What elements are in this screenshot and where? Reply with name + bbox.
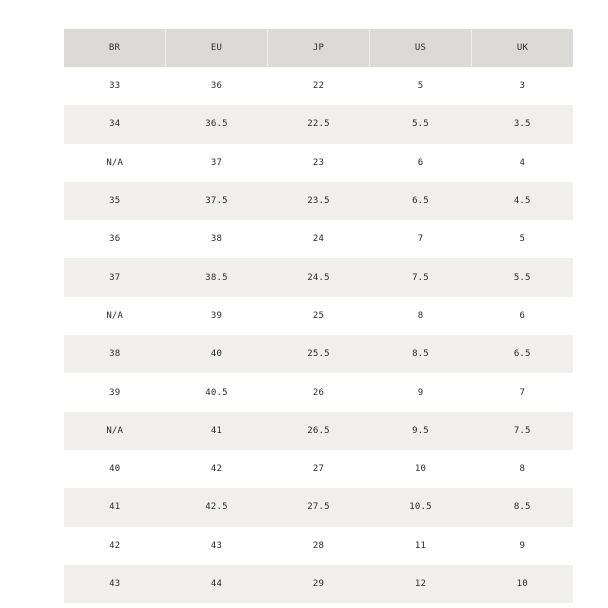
cell-jp: 22 bbox=[268, 67, 370, 105]
cell-jp: 26.5 bbox=[268, 412, 370, 450]
column-header-uk: UK bbox=[472, 29, 574, 67]
cell-uk: 6.5 bbox=[472, 335, 574, 373]
table-row bbox=[64, 67, 573, 105]
cell-jp: 23 bbox=[268, 144, 370, 182]
cell-jp: 26 bbox=[268, 373, 370, 411]
cell-uk: 7 bbox=[472, 373, 574, 411]
table-row bbox=[64, 565, 573, 603]
cell-eu: 41 bbox=[166, 412, 268, 450]
cell-us: 6 bbox=[370, 144, 472, 182]
cell-br: N/A bbox=[64, 412, 166, 450]
table-row bbox=[64, 182, 573, 220]
cell-br: 33 bbox=[64, 67, 166, 105]
cell-jp: 24 bbox=[268, 220, 370, 258]
cell-jp: 27.5 bbox=[268, 488, 370, 526]
table-row bbox=[64, 258, 573, 296]
table-row bbox=[64, 220, 573, 258]
cell-us: 10.5 bbox=[370, 488, 472, 526]
cell-eu: 38 bbox=[166, 220, 268, 258]
cell-uk: 8 bbox=[472, 450, 574, 488]
cell-br: 38 bbox=[64, 335, 166, 373]
table-row bbox=[64, 105, 573, 143]
cell-eu: 40 bbox=[166, 335, 268, 373]
cell-eu: 43 bbox=[166, 527, 268, 565]
cell-eu: 39 bbox=[166, 297, 268, 335]
column-header-jp: JP bbox=[268, 29, 370, 67]
cell-br: 41 bbox=[64, 488, 166, 526]
cell-uk: 9 bbox=[472, 527, 574, 565]
cell-br: 37 bbox=[64, 258, 166, 296]
cell-uk: 10 bbox=[472, 565, 574, 603]
cell-us: 12 bbox=[370, 565, 472, 603]
cell-eu: 42.5 bbox=[166, 488, 268, 526]
column-header-eu: EU bbox=[166, 29, 268, 67]
cell-us: 5.5 bbox=[370, 105, 472, 143]
cell-us: 7.5 bbox=[370, 258, 472, 296]
cell-jp: 28 bbox=[268, 527, 370, 565]
cell-us: 10 bbox=[370, 450, 472, 488]
table-row bbox=[64, 373, 573, 411]
cell-uk: 6 bbox=[472, 297, 574, 335]
cell-us: 9 bbox=[370, 373, 472, 411]
cell-eu: 38.5 bbox=[166, 258, 268, 296]
cell-uk: 5.5 bbox=[472, 258, 574, 296]
cell-br: 43 bbox=[64, 565, 166, 603]
cell-eu: 42 bbox=[166, 450, 268, 488]
cell-uk: 3 bbox=[472, 67, 574, 105]
cell-br: 39 bbox=[64, 373, 166, 411]
cell-br: 42 bbox=[64, 527, 166, 565]
cell-br: 34 bbox=[64, 105, 166, 143]
cell-jp: 22.5 bbox=[268, 105, 370, 143]
cell-jp: 25 bbox=[268, 297, 370, 335]
cell-us: 5 bbox=[370, 67, 472, 105]
table-row bbox=[64, 412, 573, 450]
cell-jp: 29 bbox=[268, 565, 370, 603]
cell-uk: 4 bbox=[472, 144, 574, 182]
cell-eu: 44 bbox=[166, 565, 268, 603]
cell-jp: 25.5 bbox=[268, 335, 370, 373]
cell-br: N/A bbox=[64, 144, 166, 182]
cell-uk: 4.5 bbox=[472, 182, 574, 220]
cell-us: 11 bbox=[370, 527, 472, 565]
cell-uk: 5 bbox=[472, 220, 574, 258]
cell-us: 6.5 bbox=[370, 182, 472, 220]
cell-eu: 36 bbox=[166, 67, 268, 105]
cell-jp: 23.5 bbox=[268, 182, 370, 220]
table-row bbox=[64, 144, 573, 182]
cell-us: 8.5 bbox=[370, 335, 472, 373]
cell-jp: 24.5 bbox=[268, 258, 370, 296]
cell-uk: 3.5 bbox=[472, 105, 574, 143]
cell-br: N/A bbox=[64, 297, 166, 335]
table-row bbox=[64, 488, 573, 526]
cell-uk: 8.5 bbox=[472, 488, 574, 526]
shoe-size-conversion-table bbox=[64, 29, 573, 603]
header-row bbox=[64, 29, 573, 67]
table-header bbox=[64, 29, 573, 67]
column-header-br: BR bbox=[64, 29, 166, 67]
cell-us: 7 bbox=[370, 220, 472, 258]
cell-us: 8 bbox=[370, 297, 472, 335]
column-header-us: US bbox=[370, 29, 472, 67]
cell-uk: 7.5 bbox=[472, 412, 574, 450]
cell-eu: 36.5 bbox=[166, 105, 268, 143]
cell-br: 40 bbox=[64, 450, 166, 488]
table-body bbox=[64, 67, 573, 603]
table-row bbox=[64, 297, 573, 335]
table-row bbox=[64, 335, 573, 373]
cell-br: 35 bbox=[64, 182, 166, 220]
cell-eu: 37 bbox=[166, 144, 268, 182]
cell-jp: 27 bbox=[268, 450, 370, 488]
cell-br: 36 bbox=[64, 220, 166, 258]
table-row bbox=[64, 450, 573, 488]
cell-us: 9.5 bbox=[370, 412, 472, 450]
cell-eu: 37.5 bbox=[166, 182, 268, 220]
table-row bbox=[64, 527, 573, 565]
cell-eu: 40.5 bbox=[166, 373, 268, 411]
